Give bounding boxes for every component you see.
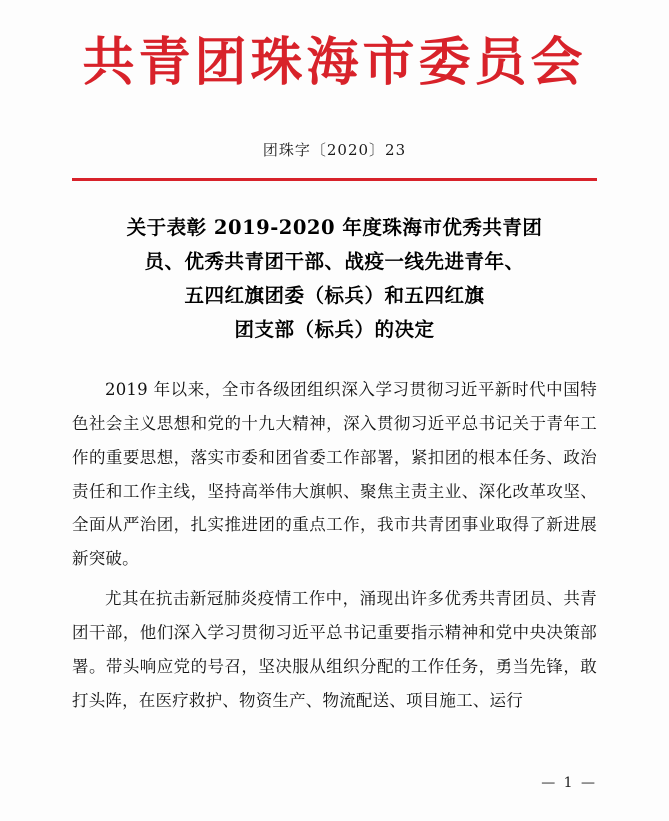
title-line-3: 五四红旗团委（标兵）和五四红旗 — [184, 283, 485, 307]
body-paragraph-2: 尤其在抗击新冠肺炎疫情工作中，涌现出许多优秀共青团员、共青团干部，他们深入学习贯彻习近平总书记重要指示精神和党中央决策部署。带头响应党的号召，坚决服从组织分配的工作任务，勇当先锋，敢打头阵，在医疗救护、物资生产、物流配送、项目施工、运行 — [72, 589, 597, 710]
title-line-2: 员、优秀共青团干部、战疫一线先进青年、 — [144, 249, 525, 273]
red-divider-rule — [72, 178, 597, 181]
organization-header: 共青团珠海市委员会 — [82, 32, 587, 93]
body-paragraph-1: 2019 年以来，全市各级团组织深入学习贯彻习近平新时代中国特色社会主义思想和党的十九大精神，深入贯彻习近平总书记关于青年工作的重要思想，落实市委和团省委工作部署，紧扣团的根本任务、政治责任和工作主线，坚持高举伟大旗帜、聚焦主责主业、深化改革攻坚、全面从严治团，扎实推进团的重点工作，我市共青团事业取得了新进展新突破。 — [72, 380, 597, 569]
page-number: — 1 — — [541, 775, 597, 791]
document-title — [72, 211, 597, 348]
document-number: 团珠字〔2020〕23 — [262, 141, 407, 160]
title-line-1: 关于表彰 2019-2020 年度珠海市优秀共青团 — [126, 215, 543, 239]
document-body — [72, 373, 597, 717]
title-line-4: 团支部（标兵）的决定 — [234, 318, 435, 342]
